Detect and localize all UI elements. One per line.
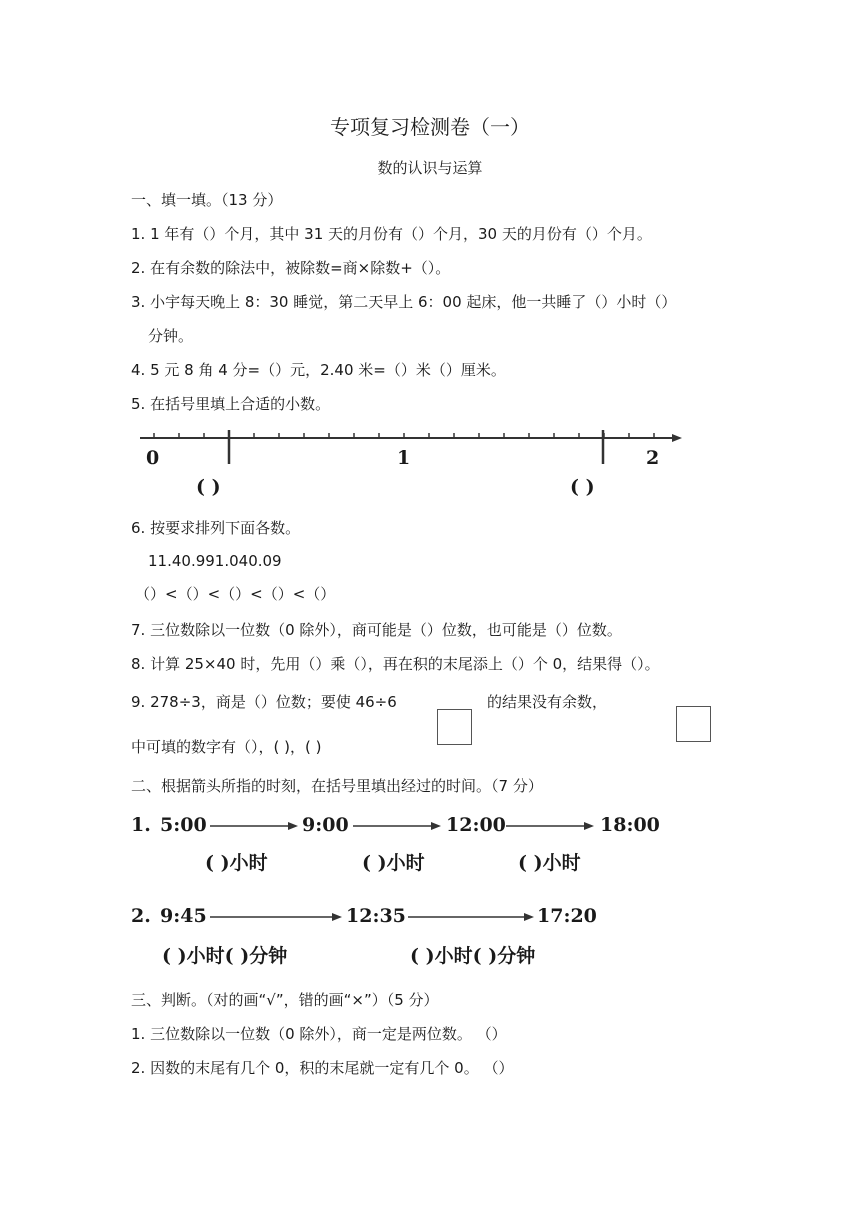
time-row-2-time-1: 9:45 xyxy=(160,905,207,927)
number-line xyxy=(132,424,692,464)
time-row-1-number: 1. xyxy=(131,814,151,836)
question-1-6-order: （）<（）<（）<（）<（） xyxy=(135,585,336,603)
number-line-label-1: 1 xyxy=(397,447,411,469)
number-line-blank-left[interactable]: ( ) xyxy=(196,476,221,498)
judgement-question-1: 1. 三位数除以一位数（0 除外），商一定是两位数。 （） xyxy=(131,1025,507,1043)
time-row-2-time-3: 17:20 xyxy=(537,905,597,927)
page-title: 专项复习检测卷（一） xyxy=(330,115,530,139)
time-row-2-number: 2. xyxy=(131,905,151,927)
question-1-3-line2: 分钟。 xyxy=(148,327,194,345)
digit-answer-box-left[interactable] xyxy=(437,709,472,745)
digit-answer-box-right[interactable] xyxy=(676,706,711,742)
judgement-question-2: 2. 因数的末尾有几个 0，积的末尾就一定有几个 0。 （） xyxy=(131,1059,514,1077)
time-row-2-blank-1[interactable]: ( )小时( )分钟 xyxy=(162,945,288,967)
question-1-2: 2. 在有余数的除法中，被除数=商×除数+（）。 xyxy=(131,259,451,277)
time-row-2-arrows xyxy=(0,902,560,932)
time-row-1-blank-2[interactable]: ( )小时 xyxy=(362,852,425,874)
question-1-1: 1. 1 年有（）个月，其中 31 天的月份有（）个月，30 天的月份有（）个月。 xyxy=(131,225,652,243)
time-row-1-time-1: 5:00 xyxy=(160,814,207,836)
number-line-label-2: 2 xyxy=(646,447,660,469)
question-1-6: 6. 按要求排列下面各数。 xyxy=(131,519,301,537)
time-row-1-blank-1[interactable]: ( )小时 xyxy=(205,852,268,874)
section2-heading: 二、根据箭头所指的时刻，在括号里填出经过的时间。（7 分） xyxy=(131,777,543,795)
time-row-1-time-2: 9:00 xyxy=(302,814,349,836)
question-1-8: 8. 计算 25×40 时，先用（）乘（），再在积的末尾添上（）个 0，结果得（）。 xyxy=(131,655,660,673)
time-row-1-blank-3[interactable]: ( )小时 xyxy=(518,852,581,874)
time-row-2-time-2: 12:35 xyxy=(346,905,406,927)
page-subtitle: 数的认识与运算 xyxy=(377,159,483,177)
question-1-9-part2: 的结果没有余数， xyxy=(487,693,608,711)
question-1-7: 7. 三位数除以一位数（0 除外），商可能是（）位数，也可能是（）位数。 xyxy=(131,621,622,639)
question-1-3-line1: 3. 小宇每天晚上 8：30 睡觉，第二天早上 6：00 起床，他一共睡了（）小时（） xyxy=(131,293,677,311)
time-row-1-arrows xyxy=(0,811,600,841)
number-line-label-0: 0 xyxy=(146,447,160,469)
section3-heading: 三、判断。（对的画“√”，错的画“×”）（5 分） xyxy=(131,991,439,1009)
time-row-1-time-3: 12:00 xyxy=(446,814,506,836)
time-row-1-time-4: 18:00 xyxy=(600,814,660,836)
question-1-9-line2: 中可填的数字有（），( )，( ) xyxy=(131,738,322,756)
time-row-2-blank-2[interactable]: ( )小时( )分钟 xyxy=(410,945,536,967)
question-1-5: 5. 在括号里填上合适的小数。 xyxy=(131,395,331,413)
section1-heading: 一、填一填。（13 分） xyxy=(131,191,283,209)
question-1-9-part1: 9. 278÷3，商是（）位数；要使 46÷6 xyxy=(131,693,397,711)
question-1-4: 4. 5 元 8 角 4 分=（）元，2.40 米=（）米（）厘米。 xyxy=(131,361,506,379)
number-line-blank-right[interactable]: ( ) xyxy=(570,476,595,498)
question-1-6-numbers: 11.40.991.040.09 xyxy=(148,552,282,570)
